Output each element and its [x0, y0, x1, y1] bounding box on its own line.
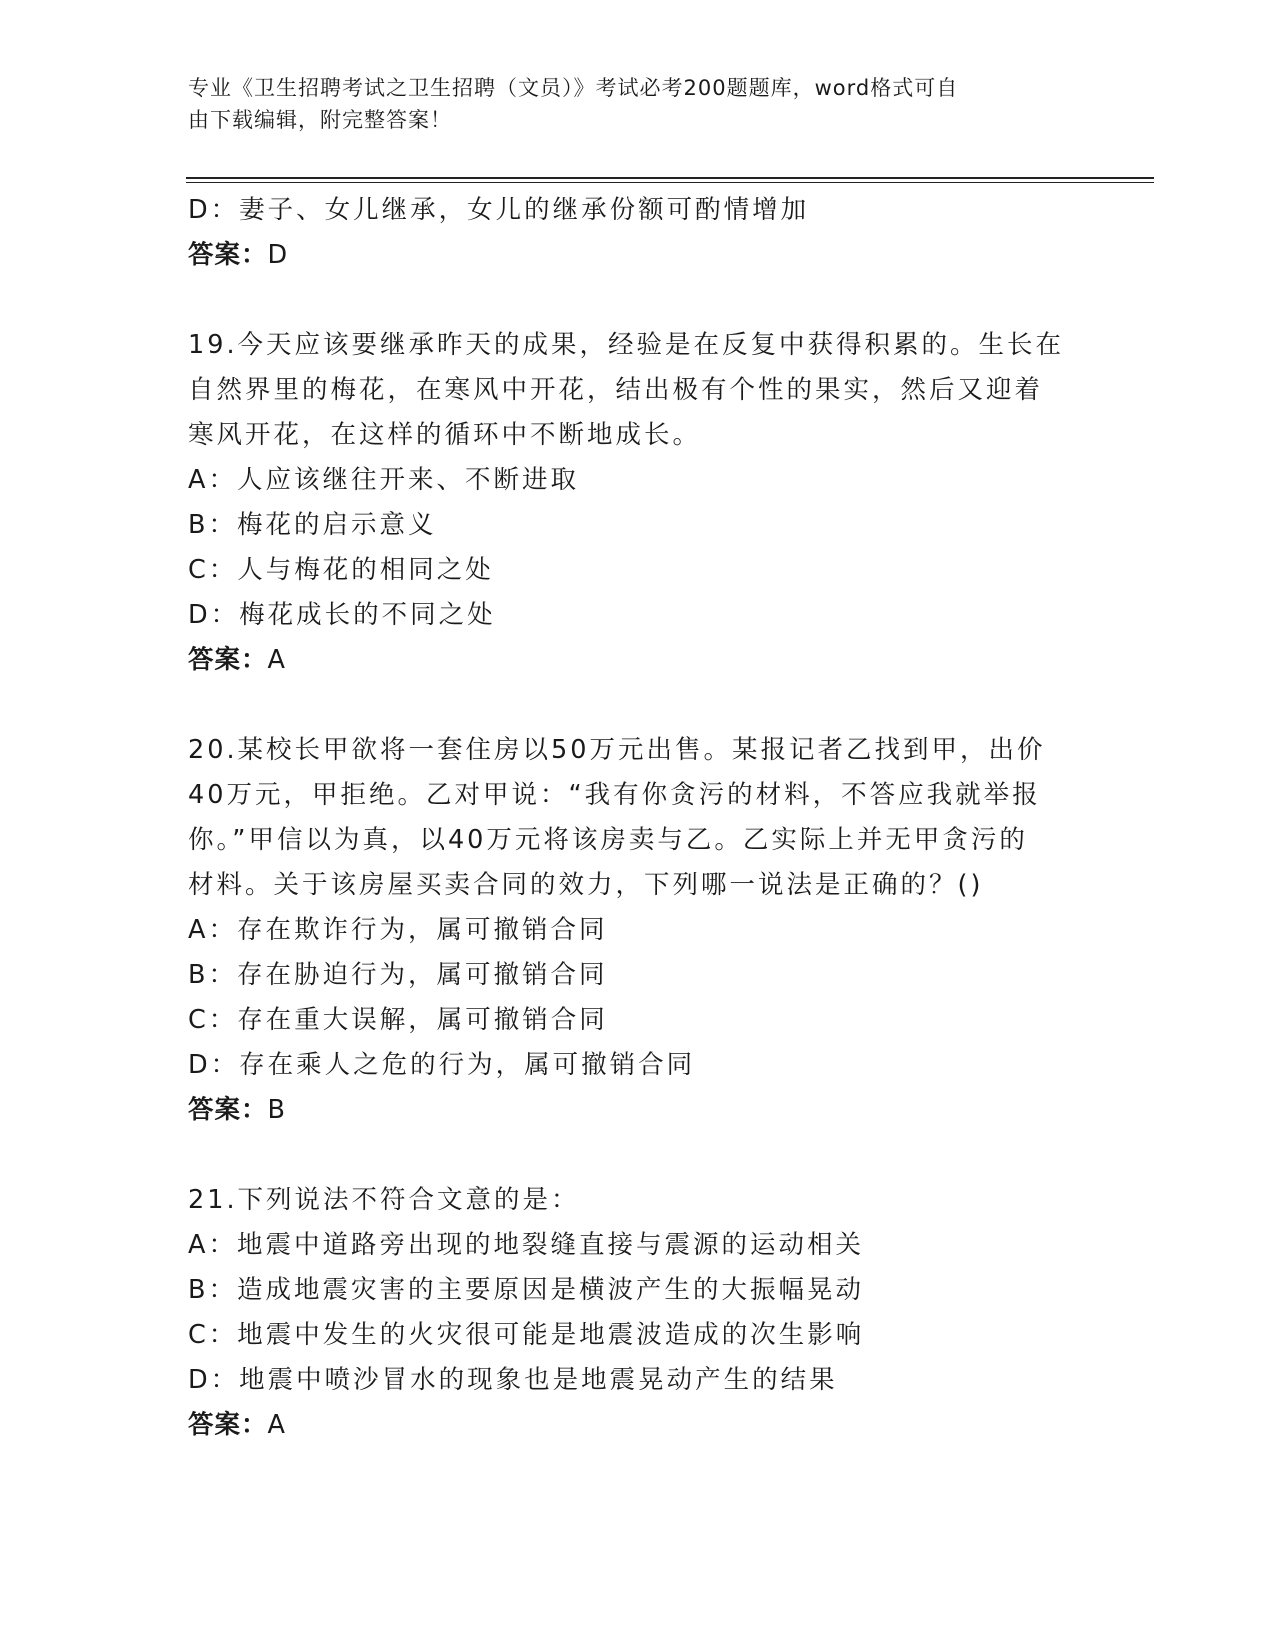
option-a: A：存在欺诈行为，属可撤销合同	[188, 915, 608, 945]
header-line-2: 由下载编辑，附完整答案！	[188, 108, 452, 132]
header-line-1: 专业《卫生招聘考试之卫生招聘（文员）》考试必考200题题库，word格式可自	[188, 76, 959, 100]
answer-label: 答案：	[188, 1095, 268, 1125]
option-c: C：地震中发生的火灾很可能是地震波造成的次生影响	[188, 1320, 865, 1350]
spacer	[188, 278, 1068, 323]
option-c: C：人与梅花的相同之处	[188, 555, 494, 585]
option-b: B：梅花的启示意义	[188, 510, 437, 540]
spacer	[188, 683, 1068, 728]
spacer	[188, 1133, 1068, 1178]
option-a: A：地震中道路旁出现的地裂缝直接与震源的运动相关	[188, 1230, 864, 1260]
page-header	[188, 72, 1068, 136]
option-a: A：人应该继往开来、不断进取	[188, 465, 579, 495]
answer-value: A	[267, 1410, 286, 1440]
option-d: D：存在乘人之危的行为，属可撤销合同	[188, 1050, 696, 1080]
answer-value: B	[267, 1095, 287, 1125]
option-c: C：存在重大误解，属可撤销合同	[188, 1005, 608, 1035]
question-20	[188, 728, 1068, 1133]
answer-line	[188, 1403, 1068, 1448]
answer-value: D	[267, 240, 289, 270]
question-stem-line: 20.某校长甲欲将一套住房以50万元出售。某报记者乙找到甲，出价	[188, 735, 1046, 765]
answer-line	[188, 233, 1068, 278]
continued-question	[188, 188, 1068, 278]
answer-label: 答案：	[188, 645, 268, 675]
question-21	[188, 1178, 1068, 1448]
option-b: B：存在胁迫行为，属可撤销合同	[188, 960, 608, 990]
answer-line	[188, 638, 1068, 683]
answer-line	[188, 1088, 1068, 1133]
option-d: D：梅花成长的不同之处	[188, 600, 496, 630]
answer-label: 答案：	[188, 1410, 268, 1440]
answer-value: A	[267, 645, 286, 675]
question-stem-line: 21.下列说法不符合文意的是：	[188, 1185, 580, 1215]
header-rule-thin	[186, 182, 1154, 183]
option-d: D：地震中喷沙冒水的现象也是地震晃动产生的结果	[188, 1365, 838, 1395]
answer-label: 答案：	[188, 240, 268, 270]
option-b: B：造成地震灾害的主要原因是横波产生的大振幅晃动	[188, 1275, 864, 1305]
question-stem-line: 19.今天应该要继承昨天的成果，经验是在反复中获得积累的。生长在	[188, 330, 1065, 360]
question-stem-line: 40万元，甲拒绝。乙对甲说：“我有你贪污的材料，不答应我就举报	[188, 780, 1041, 810]
question-19	[188, 323, 1068, 683]
question-stem-line: 寒风开花，在这样的循环中不断地成长。	[188, 420, 702, 450]
question-stem-line: 材料。关于该房屋买卖合同的效力，下列哪一说法是正确的？()	[188, 870, 984, 900]
header-rule-thick	[186, 177, 1154, 179]
option-d: D：妻子、女儿继承，女儿的继承份额可酌情增加	[188, 195, 810, 225]
question-stem-line: 你。”甲信以为真，以40万元将该房卖与乙。乙实际上并无甲贪污的	[188, 825, 1028, 855]
document-body	[188, 188, 1068, 1448]
question-stem-line: 自然界里的梅花，在寒风中开花，结出极有个性的果实，然后又迎着	[188, 375, 1044, 405]
